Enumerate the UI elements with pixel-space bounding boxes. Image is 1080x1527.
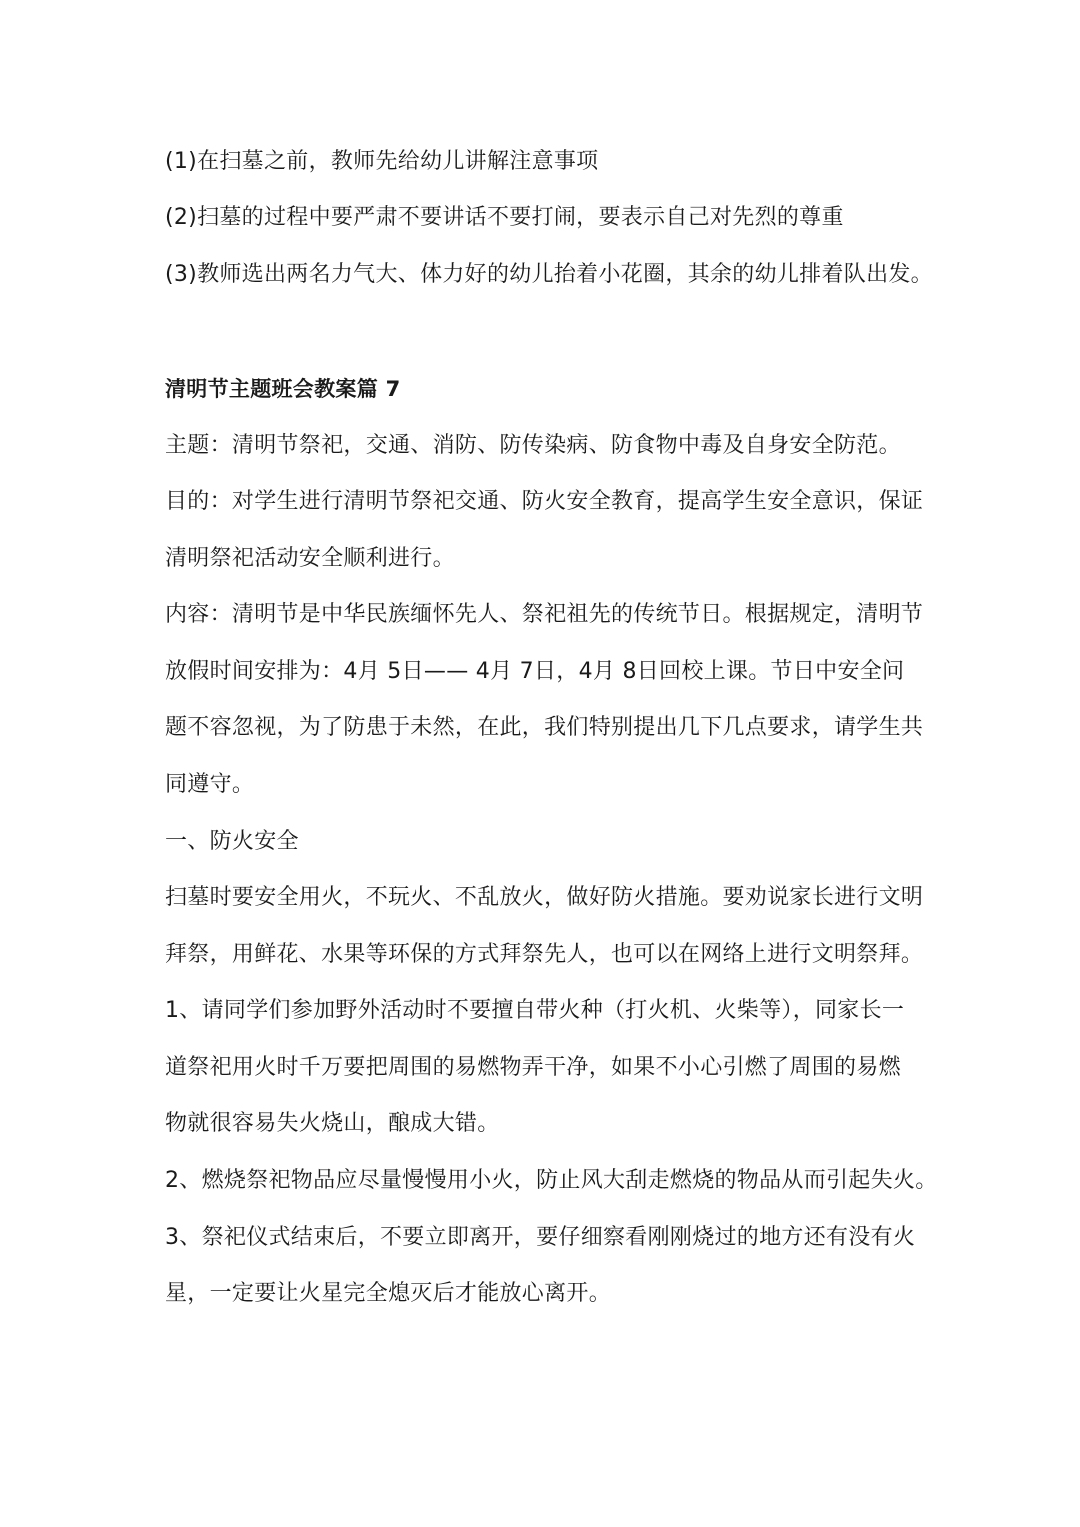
- content-line-1: 内容：清明节是中华民族缅怀先人、祭祀祖先的传统节日。根据规定，清明节: [165, 602, 924, 627]
- rule-3-line-1: 3、祭祀仪式结束后，不要立即离开，要仔细察看刚刚烧过的地方还有没有火: [165, 1225, 916, 1250]
- purpose-line-1: 目的：对学生进行清明节祭祀交通、防火安全教育，提高学生安全意识，保证: [165, 489, 924, 514]
- fire-intro-line-1: 扫墓时要安全用火，不玩火、不乱放火，做好防火措施。要劝说家长进行文明: [165, 885, 924, 910]
- theme-line: 主题：清明节祭祀，交通、消防、防传染病、防食物中毒及自身安全防范。: [165, 433, 901, 458]
- fire-intro-line-2: 拜祭，用鲜花、水果等环保的方式拜祭先人，也可以在网络上进行文明祭拜。: [165, 942, 924, 967]
- step-3: (3)教师选出两名力气大、体力好的幼儿抬着小花圈，其余的幼儿排着队出发。: [165, 262, 933, 287]
- rule-1-line-1: 1、请同学们参加野外活动时不要擅自带火种（打火机、火柴等），同家长一: [165, 998, 905, 1023]
- step-2: (2)扫墓的过程中要严肃不要讲话不要打闹，要表示自己对先烈的尊重: [165, 205, 844, 230]
- rule-1-line-2: 道祭祀用火时千万要把周围的易燃物弄干净，如果不小心引燃了周围的易燃: [165, 1055, 901, 1080]
- purpose-line-2: 清明祭祀活动安全顺利进行。: [165, 546, 455, 571]
- step-1: (1)在扫墓之前，教师先给幼儿讲解注意事项: [165, 149, 599, 174]
- rule-1-line-3: 物就很容易失火烧山，酿成大错。: [165, 1111, 500, 1136]
- content-line-4: 同遵守。: [165, 772, 255, 797]
- rule-3-line-2: 星，一定要让火星完全熄灭后才能放心离开。: [165, 1281, 612, 1306]
- rule-2: 2、燃烧祭祀物品应尽量慢慢用小火，防止风大刮走燃烧的物品从而引起失火。: [165, 1168, 938, 1193]
- content-line-2: 放假时间安排为：4月 5日—— 4月 7日，4月 8日回校上课。节日中安全问: [165, 659, 905, 684]
- content-line-3: 题不容忽视，为了防患于未然，在此，我们特别提出几下几点要求，请学生共: [165, 715, 924, 740]
- fire-safety-heading: 一、防火安全: [165, 829, 299, 854]
- section-title: 清明节主题班会教案篇 7: [165, 377, 401, 401]
